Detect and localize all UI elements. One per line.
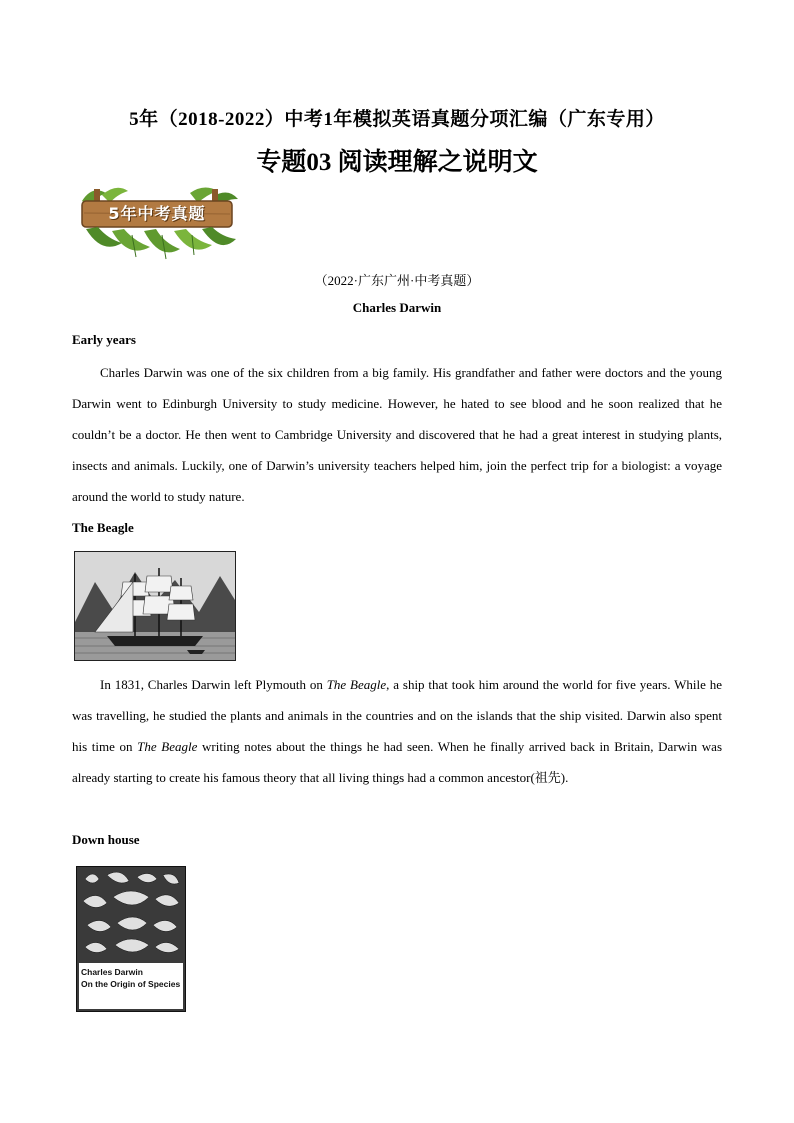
wooden-sign-badge xyxy=(72,183,240,261)
paragraph-early-years: Charles Darwin was one of the six children from a big family. His grandfather and father were doctors and the young Darwin went to Edinburgh University to study medicine. However, he hated to see blood and he soon realized that he couldn’t be a doctor. He then went to Cambridge University and discovered that he had a great interest in studying plants, insects and animals. Luckily, one of Darwin’s university teachers helped him, join the perfect trip for a biologist: a voyage around the world to study nature. xyxy=(72,365,722,504)
badge-label: 5年中考真题 xyxy=(108,204,206,223)
beagle-ship-image xyxy=(74,551,236,661)
source-citation: （2022·广东广州·中考真题） xyxy=(314,273,480,288)
section-heading-early-years: Early years xyxy=(72,332,136,347)
beagle-text-part1: In 1831, Charles Darwin left Plymouth on xyxy=(100,677,327,692)
beagle-text-part3: writing notes about the things he had seen. When he finally arrived back in Britain, Darwin was already starting to create his famous theory that all living things had a common ancestor(祖先). xyxy=(72,739,723,785)
section-heading-the-beagle: The Beagle xyxy=(72,520,134,535)
ship-name-1: The Beagle xyxy=(326,677,387,692)
ship-name-2: The Beagle xyxy=(137,739,198,754)
header-title-line2: 专题03 阅读理解之说明文 xyxy=(256,149,538,176)
article-title: Charles Darwin xyxy=(352,300,442,315)
header-title-line1: 5年（2018-2022）中考1年模拟英语真题分项汇编（广东专用） xyxy=(129,109,665,130)
paragraph-the-beagle xyxy=(72,669,722,793)
butterfly-illustration-icon xyxy=(77,867,185,1011)
book-title-name: On the Origin of Species xyxy=(81,979,181,989)
ship-illustration-icon xyxy=(75,552,235,660)
section-heading-down-house: Down house xyxy=(72,832,140,847)
book-title-author: Charles Darwin xyxy=(81,967,143,977)
beagle-text-part2: , a ship that took him around the world for five years. While he was travelling, he studied the plants and animals in the countries and on the islands that the ship visited. Darwin also spent his time on xyxy=(72,677,722,754)
origin-of-species-book-image xyxy=(76,866,186,1012)
